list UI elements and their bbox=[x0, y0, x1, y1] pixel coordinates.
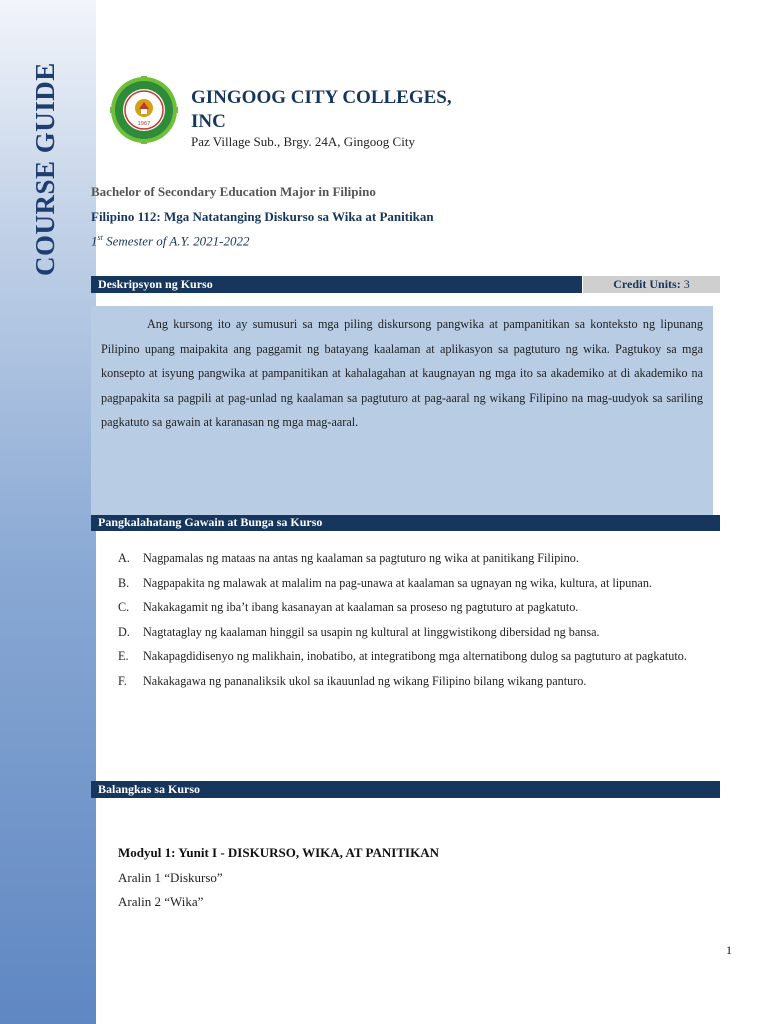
college-logo bbox=[110, 76, 178, 144]
list-item-text: Nakapagdidisenyo ng malikhain, inobatibo, at integratibong mga alternatibong dulog sa pagtuturo at pagkatuto. bbox=[143, 649, 687, 663]
credit-value: 3 bbox=[683, 277, 690, 291]
list-item bbox=[118, 546, 700, 571]
outcomes-heading: Pangkalahatang Gawain at Bunga sa Kurso bbox=[91, 515, 720, 531]
course-title: Filipino 112: Mga Natatanging Diskurso sa Wika at Panitikan bbox=[91, 209, 434, 224]
semester-suffix: st bbox=[97, 233, 103, 242]
list-item-letter: A. bbox=[118, 551, 130, 565]
list-item-letter: B. bbox=[118, 575, 130, 590]
logo-year: 1967 bbox=[137, 121, 151, 127]
list-item bbox=[118, 571, 700, 596]
sidebar-banner bbox=[0, 0, 96, 1024]
list-item-letter: C. bbox=[118, 600, 130, 614]
semester-ordinal: 1 bbox=[91, 233, 98, 249]
list-item-text: Nagpapakita ng malawak at malalim na pag-unawa at kaalaman sa ugnayan ng wika, kultura, at lipunan. bbox=[143, 575, 652, 590]
list-item-letter: E. bbox=[118, 649, 129, 663]
semester-rest: Semester of A.Y. 2021-2022 bbox=[102, 233, 250, 249]
description-heading: Deskripsyon ng Kurso bbox=[91, 276, 582, 293]
program-name: Bachelor of Secondary Education Major in Filipino bbox=[91, 184, 376, 199]
credit-units bbox=[583, 276, 720, 293]
list-item bbox=[118, 620, 700, 645]
outline-heading: Balangkas sa Kurso bbox=[91, 781, 720, 798]
lesson-item: Aralin 1 “Diskurso” bbox=[118, 870, 223, 885]
page-number: 1 bbox=[726, 943, 732, 957]
description-text: Ang kursong ito ay sumusuri sa mga piling diskursong pangwika at pampanitikan sa konteksto ng lipunang Pilipino upang maipakita ang paggamit ng batayang kaalaman at aplikasyon sa pagtuturo ng wika. Pagtukoy sa mga konsepto at isyung pangwika at pampanitikan at kahalagahan at kaugnayan ng mga ito sa akademiko at di akademiko na pagpapakita sa pagpili at pag-unlad ng kaalaman sa pagtuturo at pag-aaral ng wikang Filipino na mag-uudyok sa sariling pagkatuto sa gawain at karanasan ng mga mag-aaral. bbox=[101, 317, 703, 429]
credit-label: Credit Units: bbox=[613, 277, 681, 291]
list-item-text: Nagpamalas ng mataas na antas ng kaalaman sa pagtuturo ng wika at panitikang Filipino. bbox=[143, 551, 579, 565]
description-box bbox=[91, 306, 713, 516]
list-item-text: Nakakagawa ng pananaliksik ukol sa ikauunlad ng wikang Filipino bilang wikang panturo. bbox=[143, 673, 587, 688]
list-item-text: Nagtataglay ng kaalaman hinggil sa usapin ng kultural at linggwistikong dibersidad ng bansa. bbox=[143, 624, 600, 639]
list-item bbox=[118, 644, 700, 669]
list-item-text: Nakakagamit ng iba’t ibang kasanayan at kaalaman sa proseso ng pagtuturo at pagkatuto. bbox=[143, 600, 579, 614]
semester-label bbox=[91, 233, 249, 249]
sidebar-title: COURSE GUIDE bbox=[30, 62, 60, 276]
school-name: GINGOOG CITY COLLEGES, INC bbox=[191, 87, 452, 132]
list-item-letter: D. bbox=[118, 624, 130, 639]
list-item bbox=[118, 669, 700, 694]
list-item-letter: F. bbox=[118, 673, 127, 688]
school-address: Paz Village Sub., Brgy. 24A, Gingoog City bbox=[191, 134, 415, 149]
lesson-item: Aralin 2 “Wika” bbox=[118, 894, 204, 909]
outcomes-list bbox=[118, 546, 700, 693]
list-item bbox=[118, 595, 700, 620]
module-title: Modyul 1: Yunit I - DISKURSO, WIKA, AT PANITIKAN bbox=[118, 845, 439, 860]
